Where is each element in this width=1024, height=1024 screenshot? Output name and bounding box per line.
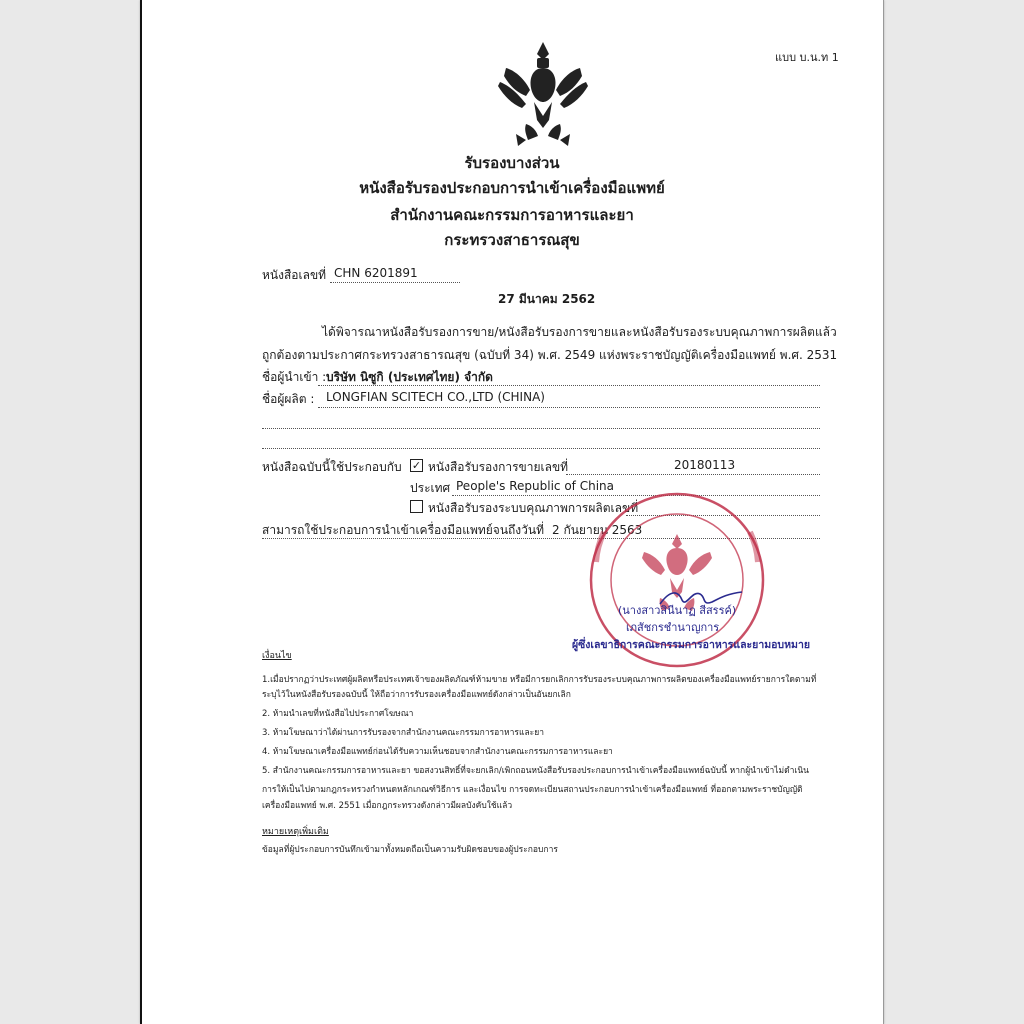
quality-cert-label: หนังสือรับรองระบบคุณภาพการผลิตเลขที่ <box>428 501 639 515</box>
header-partial-certification: รับรองบางส่วน <box>464 154 560 172</box>
note-text: ข้อมูลที่ผู้ประกอบการบันทึกเข้ามาทั้งหมดถือเป็นความรับผิดชอบของผู้ประกอบการ <box>262 845 558 855</box>
used-with-label: หนังสือฉบับนี้ใช้ประกอบกับ <box>262 460 402 474</box>
signatory-authority: ผู้ซึ่งเลขาธิการคณะกรรมการอาหารและยามอบหมาย <box>572 639 810 651</box>
sales-cert-number: 20180113 <box>674 458 736 472</box>
valid-until-date: 2 กันยายน 2563 <box>552 523 643 537</box>
condition-line: เครื่องมือแพทย์ พ.ศ. 2551 เมื่อกฎกระทรวงดังกล่าวมีผลบังคับใช้แล้ว <box>262 801 513 811</box>
condition-line: ระบุไว้ในหนังสือรับรองฉบับนี้ ให้ถือว่าการรับรองเครื่องมือแพทย์ดังกล่าวเป็นอันยกเลิก <box>262 690 571 700</box>
sales-cert-label: หนังสือรับรองการขายเลขที่ <box>428 460 569 474</box>
manufacturer-value: LONGFIAN SCITECH CO.,LTD (CHINA) <box>326 390 545 404</box>
condition-line: 2. ห้ามนำเลขที่หนังสือไปประกาศโฆษณา <box>262 709 414 719</box>
condition-line: 4. ห้ามโฆษณาเครื่องมือแพทย์ก่อนได้รับความเห็นชอบจากสำนักงานคณะกรรมการอาหารและยา <box>262 747 613 757</box>
condition-line: การให้เป็นไปตามกฎกระทรวงกำหนดหลักเกณฑ์วิธีการ และเงื่อนไข การจดทะเบียนสถานประกอบการนำเข้าเครื่องมือแพทย์ ที่ออกตามพระราชบัญญัติ <box>262 785 803 795</box>
note-title: หมายเหตุเพิ่มเติม <box>262 827 329 837</box>
manufacturer-label: ชื่อผู้ผลิต : <box>262 392 315 406</box>
sales-cert-underline <box>566 474 820 475</box>
quality-cert-checkbox[interactable] <box>410 500 423 513</box>
conditions-title: เงื่อนไข <box>262 651 292 661</box>
header-ministry: กระทรวงสาธารณสุข <box>444 231 580 249</box>
country-value: People's Republic of China <box>456 479 614 493</box>
condition-line: 5. สำนักงานคณะกรรมการอาหารและยา ขอสงวนสิทธิ์ที่จะยกเลิก/เพิกถอนหนังสือรับรองประกอบการนำเข้าเครื่องมือแพทย์ฉบับนี้ หากผู้นำเข้าไม่ดำเนิน <box>262 766 809 776</box>
header-certificate-title: หนังสือรับรองประกอบการนำเข้าเครื่องมือแพทย์ <box>359 179 665 197</box>
country-label: ประเทศ <box>410 481 451 495</box>
document-date: 27 มีนาคม 2562 <box>498 292 596 306</box>
importer-underline <box>318 385 820 386</box>
condition-line: 1.เมื่อปรากฏว่าประเทศผู้ผลิตหรือประเทศเจ้าของผลิตภัณฑ์ห้ามขาย หรือมีการยกเลิกการรับรองระบบคุณภาพการผลิตของเครื่องมือแพทย์รายการใดตามที่ <box>262 675 817 685</box>
sales-cert-checkbox[interactable]: ✓ <box>411 459 422 472</box>
importer-value: บริษัท นิซูกิ (ประเทศไทย) จำกัด <box>326 370 493 384</box>
importer-label: ชื่อผู้นำเข้า : <box>262 370 327 384</box>
signatory-name: (นางสาวสินีนาฏ สีสรรค์) <box>618 604 737 617</box>
condition-line: 3. ห้ามโฆษณาว่าได้ผ่านการรับรองจากสำนักงานคณะกรรมการอาหารและยา <box>262 728 544 738</box>
paragraph-line-1: ได้พิจารณาหนังสือรับรองการขาย/หนังสือรับรองการขายและหนังสือรับรองระบบคุณภาพการผลิตแล้ว <box>322 325 837 339</box>
manufacturer-underline <box>318 407 820 408</box>
doc-no-underline <box>330 282 460 283</box>
blank-line-2 <box>262 448 820 449</box>
doc-no-value: CHN 6201891 <box>334 266 418 280</box>
blank-line-1 <box>262 428 820 429</box>
valid-until-label: สามารถใช้ประกอบการนำเข้าเครื่องมือแพทย์จนถึงวันที่ <box>262 523 545 537</box>
header-fda-office: สำนักงานคณะกรรมการอาหารและยา <box>390 206 634 224</box>
signatory-position: เภสัชกรชำนาญการ <box>626 621 720 634</box>
form-code: แบบ บ.น.ท 1 <box>775 51 839 64</box>
paragraph-line-2: ถูกต้องตามประกาศกระทรวงสาธารณสุข (ฉบับที่ 34) พ.ศ. 2549 แห่งพระราชบัญญัติเครื่องมือแพทย์ พ.ศ. 2531 <box>262 348 838 362</box>
doc-no-label: หนังสือเลขที่ <box>262 268 327 282</box>
garuda-emblem-icon <box>496 38 590 150</box>
